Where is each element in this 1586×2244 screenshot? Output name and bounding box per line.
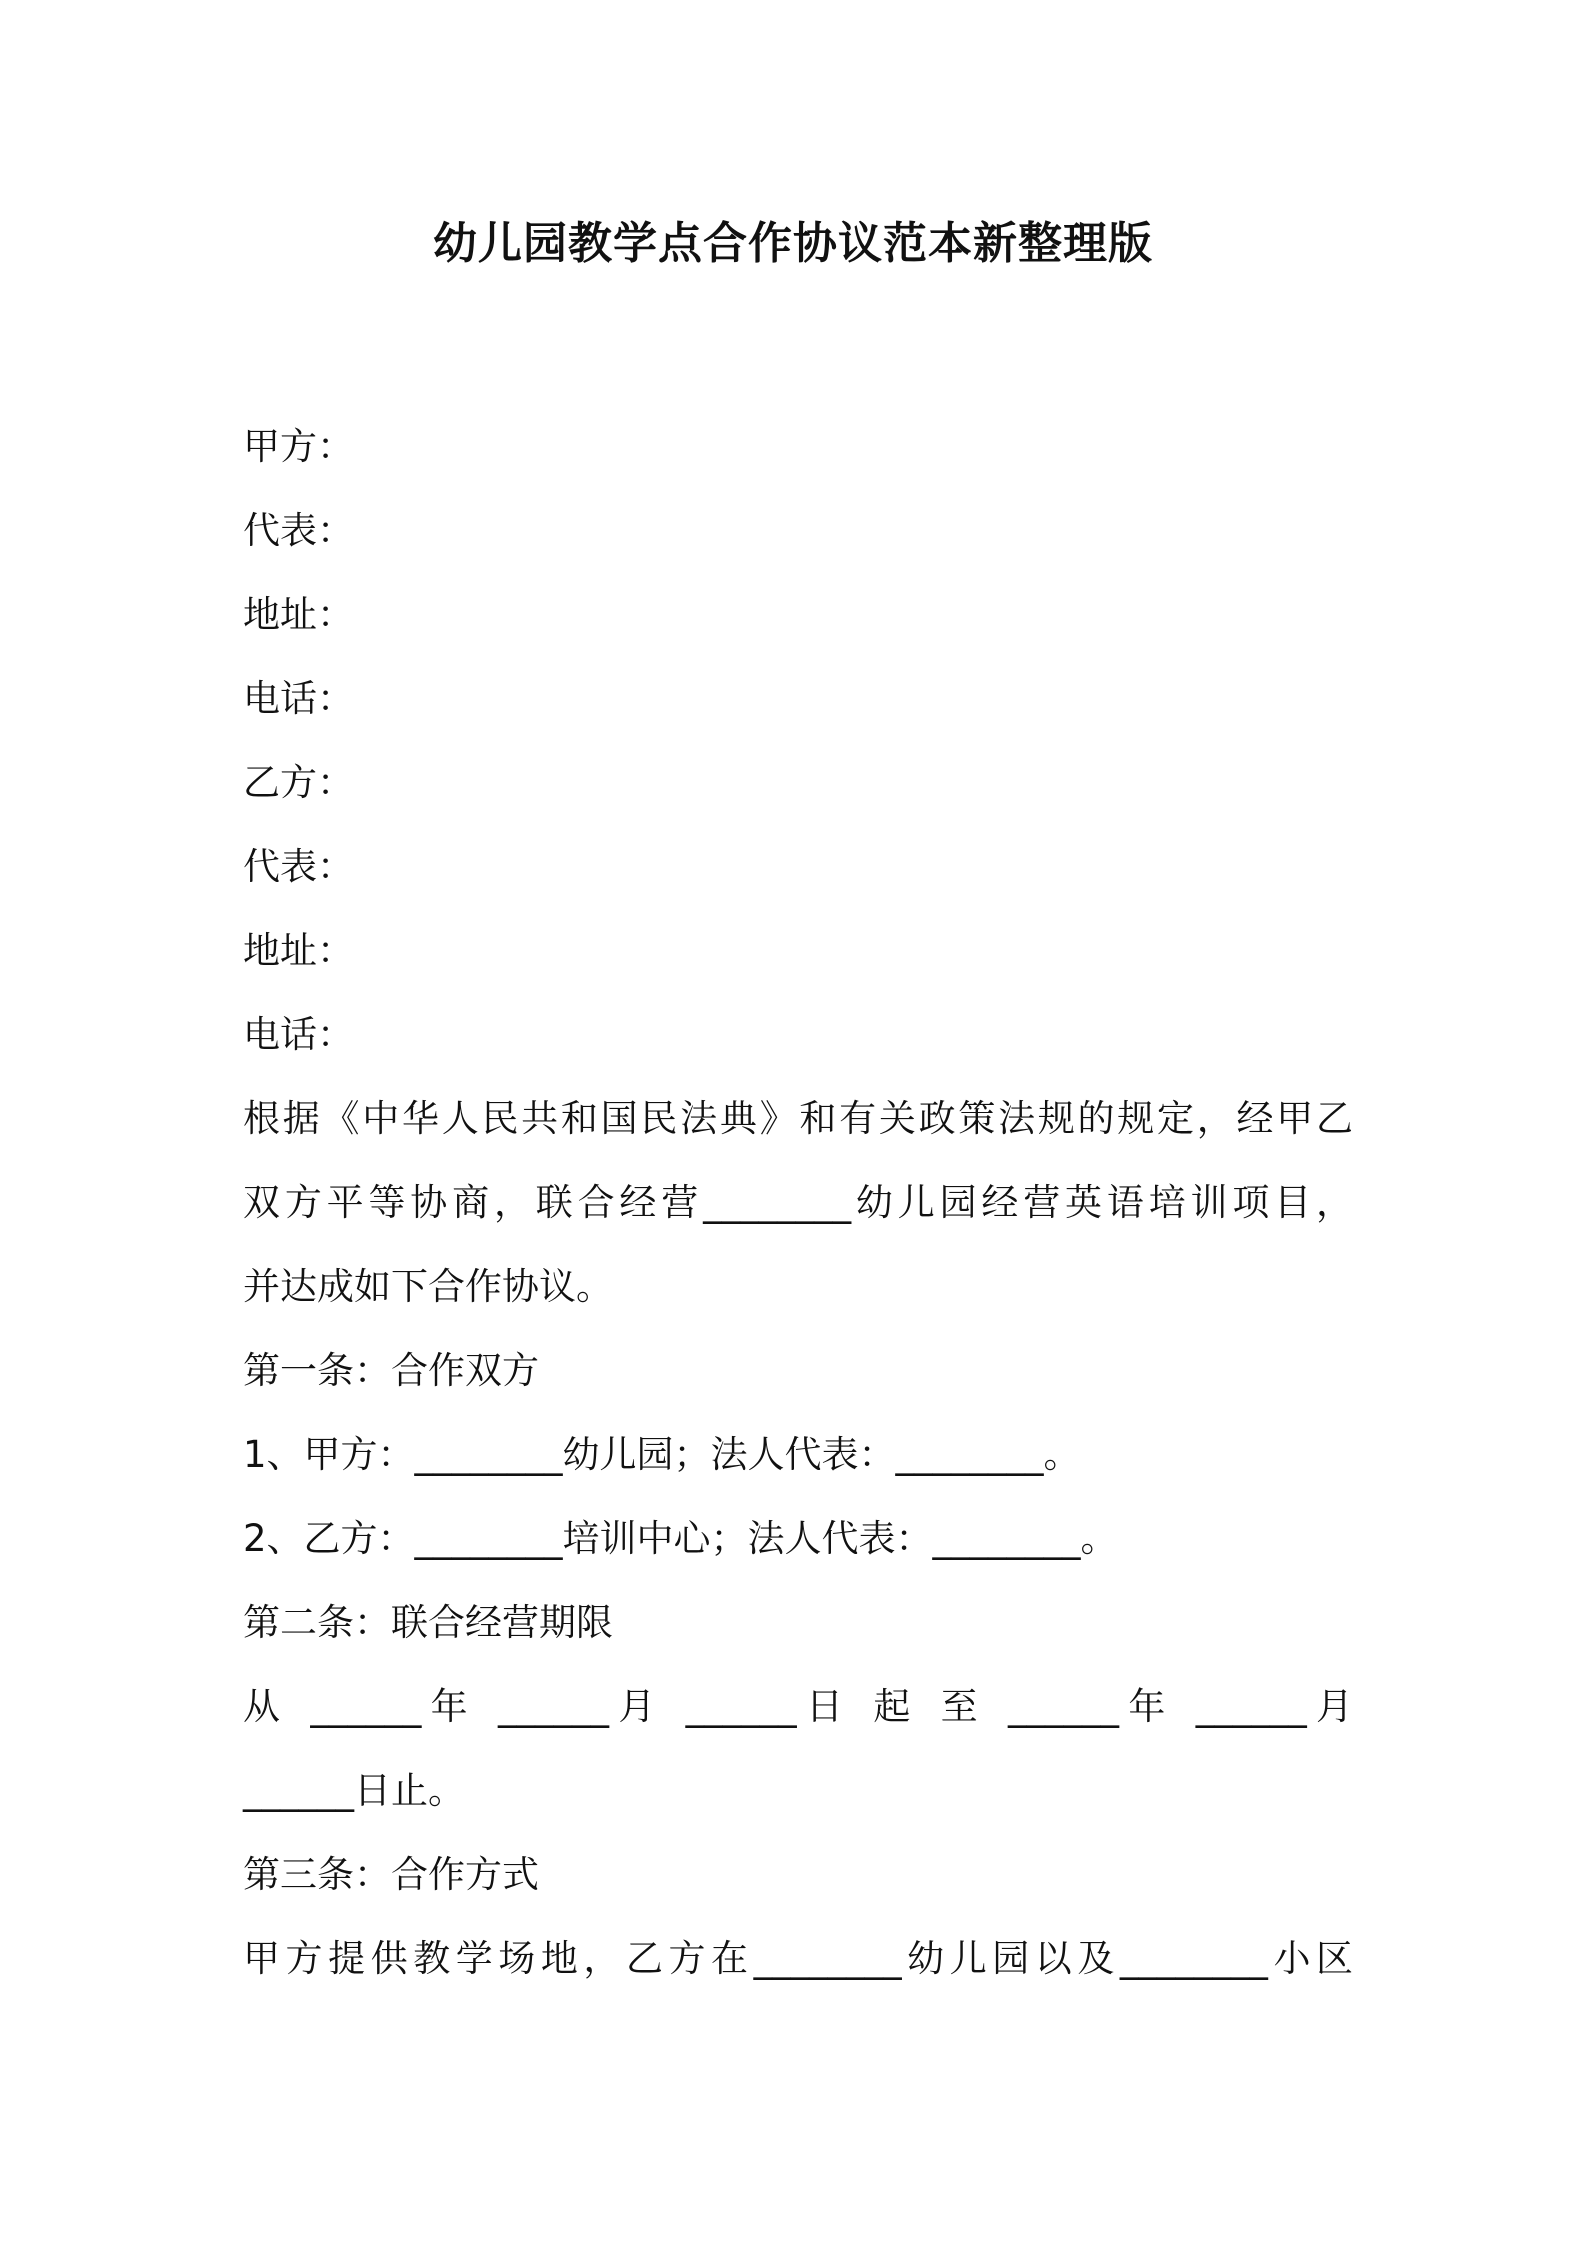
article-1-heading: 第一条：合作双方 bbox=[243, 1349, 539, 1392]
party-a-label: 甲方： bbox=[243, 425, 354, 468]
article-2-heading: 第二条：联合经营期限 bbox=[243, 1601, 613, 1644]
article-2-line-2: ______日止。 bbox=[243, 1769, 465, 1812]
party-a-representative: 代表： bbox=[243, 509, 354, 552]
party-b-address: 地址： bbox=[243, 929, 354, 972]
preamble-line-3: 并达成如下合作协议。 bbox=[243, 1265, 613, 1308]
preamble-line-1: 根据《中华人民共和国民法典》和有关政策法规的规定，经甲乙 bbox=[243, 1097, 1353, 1140]
party-b-representative: 代表： bbox=[243, 845, 354, 888]
article-1-item-1: 1、甲方：________幼儿园；法人代表：________。 bbox=[243, 1433, 1081, 1476]
party-b-phone: 电话： bbox=[243, 1013, 354, 1056]
article-3-line-1: 甲方提供教学场地，乙方在________幼儿园以及________小区 bbox=[243, 1937, 1353, 1980]
preamble-line-2: 双方平等协商，联合经营________幼儿园经营英语培训项目， bbox=[243, 1181, 1353, 1224]
article-3-heading: 第三条：合作方式 bbox=[243, 1853, 539, 1896]
document-body bbox=[243, 405, 1353, 2001]
party-b-label: 乙方： bbox=[243, 761, 354, 804]
document-title: 幼儿园教学点合作协议范本新整理版 bbox=[433, 218, 1153, 269]
article-2-line-1: 从 ______年 ______月 ______日 起 至 ______年 ______月 bbox=[243, 1685, 1354, 1728]
article-1-item-2: 2、乙方：________培训中心；法人代表：________。 bbox=[243, 1517, 1118, 1560]
party-a-address: 地址： bbox=[243, 593, 354, 636]
party-a-phone: 电话： bbox=[243, 677, 354, 720]
